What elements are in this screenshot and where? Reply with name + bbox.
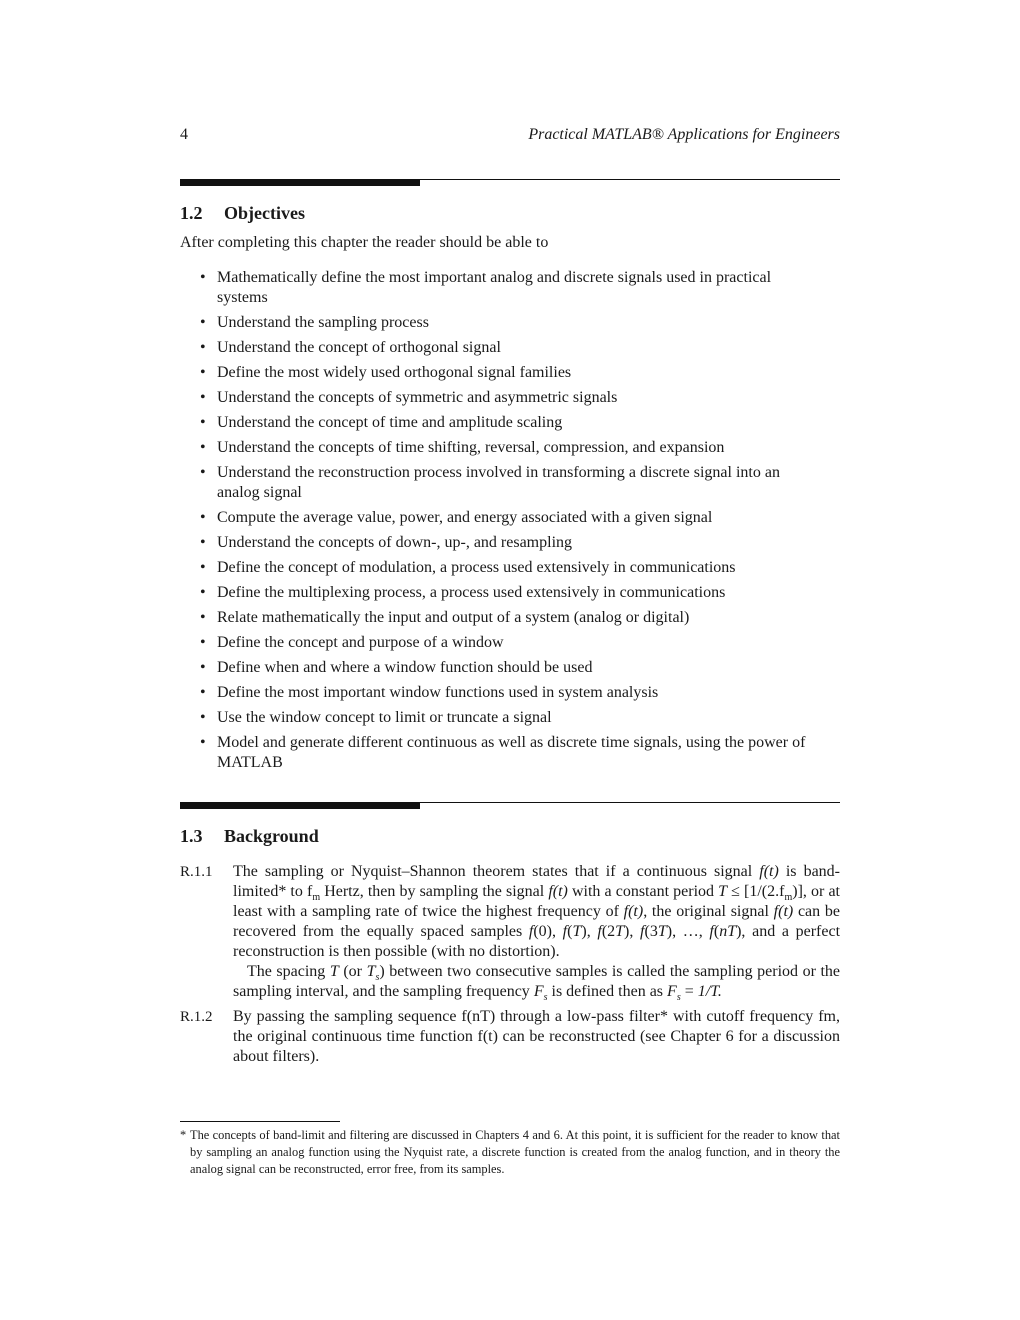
footnote xyxy=(180,1127,840,1178)
list-item: • Understand the concepts of time shifting, reversal, compression, and expansion xyxy=(200,439,725,456)
objectives-list xyxy=(180,268,840,778)
list-item: • Define the concept of modulation, a process used extensively in communications xyxy=(200,559,736,576)
paragraph-r111 xyxy=(180,862,840,1002)
section-title: Background xyxy=(224,826,319,846)
section-rule xyxy=(180,179,840,187)
list-item: • Define the most widely used orthogonal signal families xyxy=(200,364,572,381)
list-item: • Understand the concepts of symmetric and asymmetric signals xyxy=(200,389,618,406)
objectives-intro: After completing this chapter the reader should be able to xyxy=(180,234,549,251)
section-rule xyxy=(180,802,840,810)
section-number: 1.3 xyxy=(180,826,203,846)
list-item: • Understand the reconstruction process involved in transforming a discrete signal into an analog signal xyxy=(200,464,780,501)
list-item: • Define when and where a window function should be used xyxy=(200,659,593,676)
paragraph-body: The sampling or Nyquist–Shannon theorem states that if a continuous signal f(t) is band-limited* to $f_m$ Hertz, then by sampling the signal f(t) with a constant period $T \le [1/(2.f_m)]$, or at least with a sampling rate of twice the highest frequency of f(t), the original signal f(t) can be recovered from the equally spaced samples f(0), f(T), f(2T), f(3T), …, f(nT), and a perfect reconstruction is then possible (with no distortion). The spacing T (or $T_s$) between two consecutive samples is called the sampling period or the sampling interval, and the sampling frequency $F_s$ is defined then as $F_s = 1/T$. xyxy=(233,863,841,1004)
list-item: • Understand the concept of time and amplitude scaling xyxy=(200,414,563,431)
list-item: • Use the window concept to limit or truncate a signal xyxy=(200,709,552,726)
section-heading-background xyxy=(180,826,319,847)
list-item: • Model and generate different continuous as well as discrete time signals, using the power of MATLAB xyxy=(200,734,806,771)
paragraph-label: R.1.2 xyxy=(180,1009,213,1025)
list-item: • Mathematically define the most important analog and discrete signals used in practical systems xyxy=(200,269,772,306)
list-item: • Relate mathematically the input and output of a system (analog or digital) xyxy=(200,609,690,626)
page-number: 4 xyxy=(180,126,188,143)
section-title: Objectives xyxy=(224,203,305,223)
section-number: 1.2 xyxy=(180,203,203,223)
list-item: • Define the multiplexing process, a process used extensively in communications xyxy=(200,584,726,601)
paragraph-r112 xyxy=(180,1007,840,1067)
list-item: • Understand the concepts of down-, up-, and resampling xyxy=(200,534,573,551)
list-item: • Define the most important window functions used in system analysis xyxy=(200,684,659,701)
paragraph-body xyxy=(233,1007,840,1067)
footnote-mark: * xyxy=(180,1128,187,1142)
list-item: • Compute the average value, power, and energy associated with a given signal xyxy=(200,509,713,526)
footnote-rule xyxy=(180,1121,340,1122)
paragraph-label: R.1.1 xyxy=(180,864,213,880)
paragraph-text: By passing the sampling sequence f(nT) through a low-pass filter* with cutoff frequency fm, the original continuous time function f(t) can be reconstructed (see Chapter 6 for a discussion about filters). xyxy=(233,1008,840,1065)
running-title: Practical MATLAB® Applications for Engineers xyxy=(528,126,840,143)
list-item: • Define the concept and purpose of a window xyxy=(200,634,504,651)
footnote-text: The concepts of band-limit and filtering are discussed in Chapters 4 and 6. At this point, it is sufficient for the reader to know that by sampling an analog function using the Nyquist rate, a discrete function is created from the analog function, and in theory the analog signal can be reconstructed, error free, from its samples. xyxy=(190,1128,840,1176)
section-heading-objectives xyxy=(180,203,305,224)
list-item: • Understand the concept of orthogonal signal xyxy=(200,339,501,356)
list-item: • Understand the sampling process xyxy=(200,314,429,331)
